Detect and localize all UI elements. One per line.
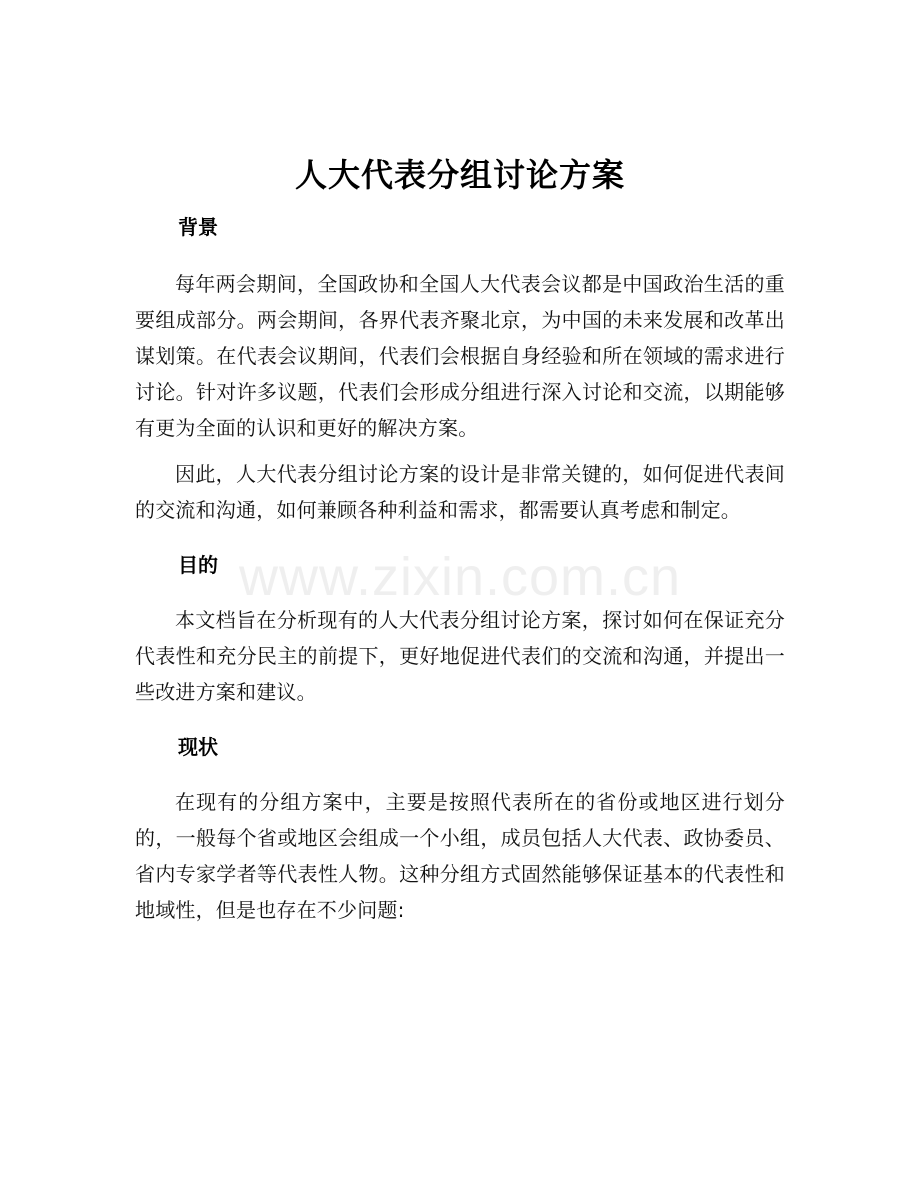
section-heading-purpose: 目的 [178, 553, 218, 577]
current-status-paragraph: 在现有的分组方案中，主要是按照代表所在的省份或地区进行划分的，一般每个省或地区会组成一个小组，成员包括人大代表、政协委员、省内专家学者等代表性人物。这种分组方式固然能够保证基本的代表性和地域性，但是也存在不少问题: [135, 790, 785, 922]
watermark-text: www.zixin.com.cn [238, 547, 682, 607]
section-heading-current-status: 现状 [178, 735, 218, 759]
document-title: 人大代表分组讨论方案 [294, 156, 625, 194]
section-heading-background: 背景 [178, 215, 218, 239]
background-paragraph-2: 因此，人大代表分组讨论方案的设计是非常关键的，如何促进代表间的交流和沟通，如何兼顾各种利益和需求，都需要认真考虑和制定。 [135, 462, 785, 522]
background-paragraph-1: 每年两会期间，全国政协和全国人大代表会议都是中国政治生活的重要组成部分。两会期间，各界代表齐聚北京，为中国的未来发展和改革出谋划策。在代表会议期间，代表们会根据自身经验和所在领域的需求进行讨论。针对许多议题，代表们会形成分组进行深入讨论和交流，以期能够有更为全面的认识和更好的解决方案。 [135, 272, 785, 440]
purpose-paragraph: 本文档旨在分析现有的人大代表分组讨论方案，探讨如何在保证充分代表性和充分民主的前提下，更好地促进代表们的交流和沟通，并提出一些改进方案和建议。 [135, 608, 785, 704]
document-content [135, 152, 785, 928]
